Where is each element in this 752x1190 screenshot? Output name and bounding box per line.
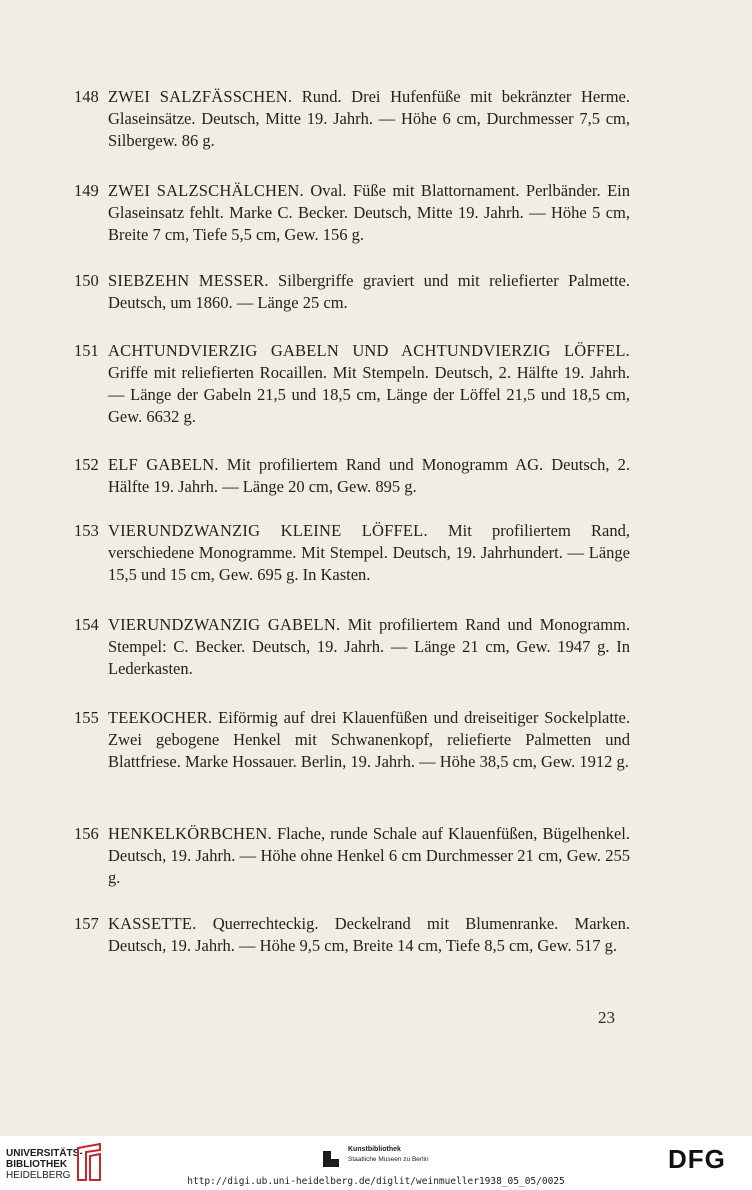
entry-text: Griffe mit reliefierten Rocaillen. Mit Stempeln. Deutsch, 2. Hälfte 19. Jahrh. — Länge der Gabeln 21,5 und 18,5 cm, Länge der Löffel 21,5 und 18,5 cm, Gew. 6632 g.	[108, 363, 630, 426]
entry-title: VIERUNDZWANZIG KLEINE LÖFFEL.	[108, 521, 428, 540]
entry-title: ACHTUNDVIERZIG GABELN UND ACHTUNDVIERZIG LÖFFEL.	[108, 341, 630, 360]
entry-title: SIEBZEHN MESSER.	[108, 271, 269, 290]
catalog-entry-149	[74, 180, 630, 246]
entry-text: Querrechteckig. Deckelrand mit Blumenranke. Marken. Deutsch, 19. Jahrh. — Höhe 9,5 cm, Breite 14 cm, Tiefe 8,5 cm, Gew. 517 g.	[108, 914, 630, 955]
entry-number: 155	[74, 708, 99, 727]
catalog-entry-155	[74, 707, 630, 773]
entry-title: HENKELKÖRBCHEN.	[108, 824, 272, 843]
entry-number: 153	[74, 521, 99, 540]
entry-text: Flache, runde Schale auf Klauenfüßen, Bügelhenkel. Deutsch, 19. Jahrh. — Höhe ohne Henkel 6 cm Durchmesser 21 cm, Gew. 255 g.	[108, 824, 630, 887]
page-number: 23	[598, 1008, 615, 1027]
entry-number: 151	[74, 341, 99, 360]
entry-title: ELF GABELN.	[108, 455, 219, 474]
source-url[interactable]: http://digi.ub.uni-heidelberg.de/diglit/weinmueller1938_05_05/0025	[187, 1176, 565, 1187]
entry-number: 154	[74, 615, 99, 634]
catalog-entry-152	[74, 454, 630, 498]
entry-number: 149	[74, 181, 99, 200]
library-name-line3: HEIDELBERG	[6, 1170, 71, 1181]
entry-text: Oval. Füße mit Blattornament. Perlbänder. Ein Glaseinsatz fehlt. Marke C. Becker. Deutsch, Mitte 19. Jahrh. — Höhe 5 cm, Breite 7 cm, Tiefe 5,5 cm, Gew. 156 g.	[108, 181, 630, 244]
kunstbibliothek-icon	[320, 1148, 342, 1170]
catalog-entry-156	[74, 823, 630, 889]
catalog-entry-151	[74, 340, 630, 428]
entry-title: TEEKOCHER.	[108, 708, 213, 727]
library-name-line1: UNIVERSITÄTS-	[6, 1148, 83, 1159]
entry-text: Mit profiliertem Rand und Monogramm AG. Deutsch, 2. Hälfte 19. Jahrh. — Länge 20 cm, Gew. 895 g.	[108, 455, 630, 496]
entry-title: KASSETTE.	[108, 914, 197, 933]
catalog-entry-148	[74, 86, 630, 152]
catalog-entry-153	[74, 520, 630, 586]
catalog-entry-157	[74, 913, 630, 957]
entry-text: Mit profiliertem Rand, verschiedene Monogramme. Mit Stempel. Deutsch, 19. Jahrhundert. — Länge 15,5 und 15 cm, Gew. 695 g. In Kasten.	[108, 521, 630, 584]
catalog-entry-154	[74, 614, 630, 680]
entry-number: 148	[74, 87, 99, 106]
entry-text: Eiförmig auf drei Klauenfüßen und dreiseitiger Sockelplatte. Zwei gebogene Henkel mit Schwanenkopf, reliefierte Palmetten und Blattfriese. Marke Hossauer. Berlin, 19. Jahrh. — Höhe 38,5 cm, Gew. 1912 g.	[108, 708, 630, 771]
entry-number: 157	[74, 914, 99, 933]
catalog-entry-150	[74, 270, 630, 314]
entry-title: VIERUNDZWANZIG GABELN.	[108, 615, 341, 634]
entry-text: Mit profiliertem Rand und Monogramm. Stempel: C. Becker. Deutsch, 19. Jahrh. — Länge 21 cm, Gew. 1947 g. In Lederkasten.	[108, 615, 630, 678]
entry-text: Silbergriffe graviert und mit reliefierter Palmette. Deutsch, um 1860. — Länge 25 cm.	[108, 271, 630, 312]
entry-title: ZWEI SALZSCHÄLCHEN.	[108, 181, 304, 200]
library-name-line2: BIBLIOTHEK	[6, 1159, 68, 1170]
entry-number: 152	[74, 455, 99, 474]
dfg-logo[interactable]: DFG	[668, 1144, 726, 1174]
kb-subtitle: Staatliche Museen zu Berlin	[348, 1156, 429, 1163]
entry-number: 156	[74, 824, 99, 843]
entry-number: 150	[74, 271, 99, 290]
viewer-footer	[0, 1136, 752, 1190]
entry-title: ZWEI SALZFÄSSCHEN.	[108, 87, 293, 106]
entry-text: Rund. Drei Hufenfüße mit bekränzter Herme. Glaseinsätze. Deutsch, Mitte 19. Jahrh. — Höhe 6 cm, Durchmesser 7,5 cm, Silbergew. 86 g.	[108, 87, 630, 150]
kb-name: Kunstbibliothek	[348, 1146, 401, 1153]
